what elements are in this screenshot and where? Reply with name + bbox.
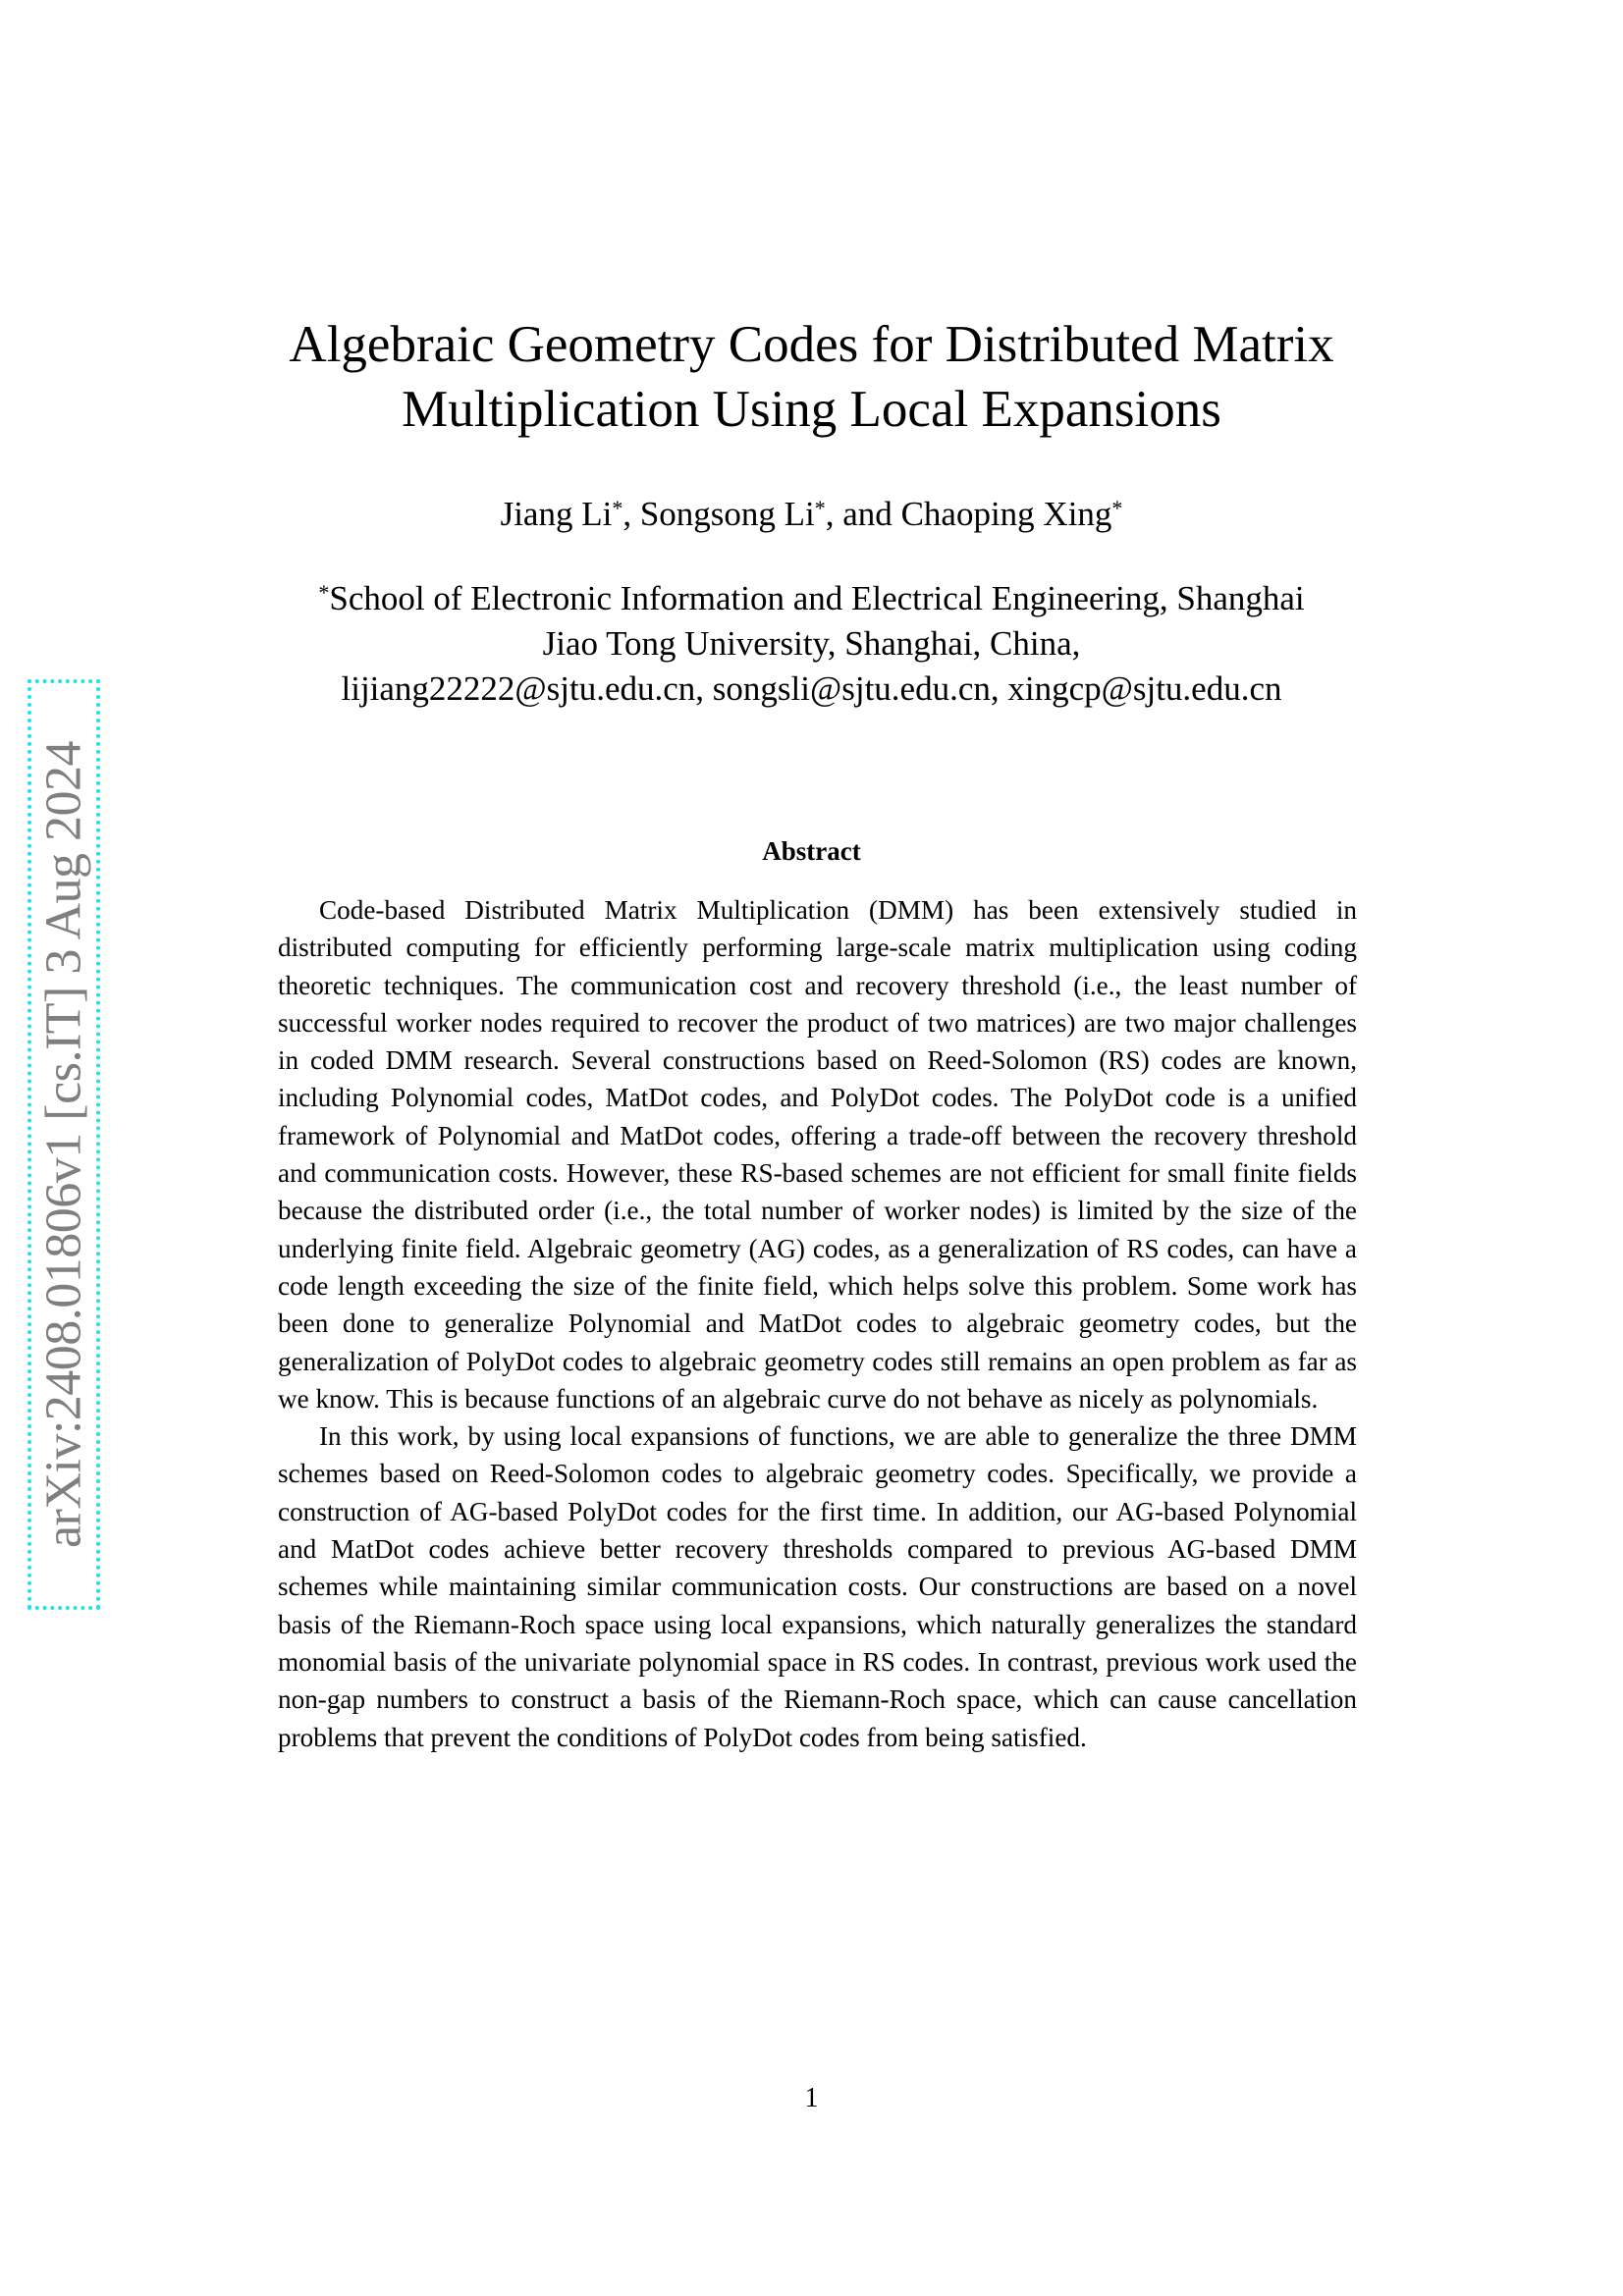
- arxiv-identifier-text: arXiv:2408.01806v1 [cs.IT] 3 Aug 2024: [35, 740, 92, 1549]
- affiliation-mark: *: [612, 496, 623, 520]
- affiliation-line-1: [0, 576, 1623, 621]
- affiliation-line-2: Jiao Tong University, Shanghai, China,: [542, 624, 1081, 663]
- affiliation-mark: *: [318, 580, 330, 605]
- abstract-body: [278, 891, 1357, 1756]
- author-list: [0, 493, 1623, 536]
- author-separator: , and: [825, 495, 901, 533]
- author-name: Jiang Li: [500, 495, 613, 533]
- arxiv-identifier-stamp: [27, 679, 100, 1610]
- author-name: Songsong Li: [639, 495, 815, 533]
- affiliation-mark: *: [814, 496, 826, 520]
- page-number: 1: [804, 2083, 819, 2113]
- paper-title: [0, 312, 1623, 442]
- abstract-paragraph: Code-based Distributed Matrix Multiplication (DMM) has been extensively studied in distributed computing for efficiently performing large-scale matrix multiplication using coding theoretic techniques. The communication cost and recovery threshold (i.e., the least number of successful worker nodes required to recover the product of two matrices) are two major challenges in coded DMM research. Several constructions based on Reed-Solomon (RS) codes are known, including Polynomial codes, MatDot codes, and PolyDot codes. The PolyDot code is a unified framework of Polynomial and MatDot codes, offering a trade-off between the recovery threshold and communication costs. However, these RS-based schemes are not efficient for small finite fields because the distributed order (i.e., the total number of worker nodes) is limited by the size of the underlying finite field. Algebraic geometry (AG) codes, as a generalization of RS codes, can have a code length exceeding the size of the finite field, which helps solve this problem. Some work has been done to generalize Polynomial and MatDot codes to algebraic geometry codes, but the generalization of PolyDot codes to algebraic geometry codes still remains an open problem as far as we know. This is because functions of an algebraic curve do not behave as nicely as polynomials.: [278, 895, 1357, 1414]
- affiliation-mark: *: [1111, 496, 1123, 520]
- author-separator: ,: [622, 495, 640, 533]
- paper-title-line-2: Multiplication Using Local Expansions: [402, 381, 1221, 438]
- affiliation-institution: School of Electronic Information and Electrical Engineering, Shanghai: [329, 579, 1305, 617]
- abstract-paragraph: In this work, by using local expansions of functions, we are able to generalize the three DMM schemes based on Reed-Solomon codes to algebraic geometry codes. Specifically, we provide a construction of AG-based PolyDot codes for the first time. In addition, our AG-based Polynomial and MatDot codes achieve better recovery thresholds compared to previous AG-based DMM schemes while maintaining similar communication costs. Our constructions are based on a novel basis of the Riemann-Roch space using local expansions, which naturally generalizes the standard monomial basis of the univariate polynomial space in RS codes. In contrast, previous work used the non-gap numbers to construct a basis of the Riemann-Roch space, which can cause cancellation problems that prevent the conditions of PolyDot codes from being satisfied.: [278, 1421, 1357, 1752]
- abstract-heading: Abstract: [762, 836, 861, 866]
- affiliation-block: [0, 576, 1623, 712]
- author-name: Chaoping Xing: [900, 495, 1112, 533]
- author-emails: lijiang22222@sjtu.edu.cn, songsli@sjtu.edu.cn, xingcp@sjtu.edu.cn: [341, 669, 1282, 708]
- paper-title-line-1: Algebraic Geometry Codes for Distributed Matrix: [289, 316, 1334, 373]
